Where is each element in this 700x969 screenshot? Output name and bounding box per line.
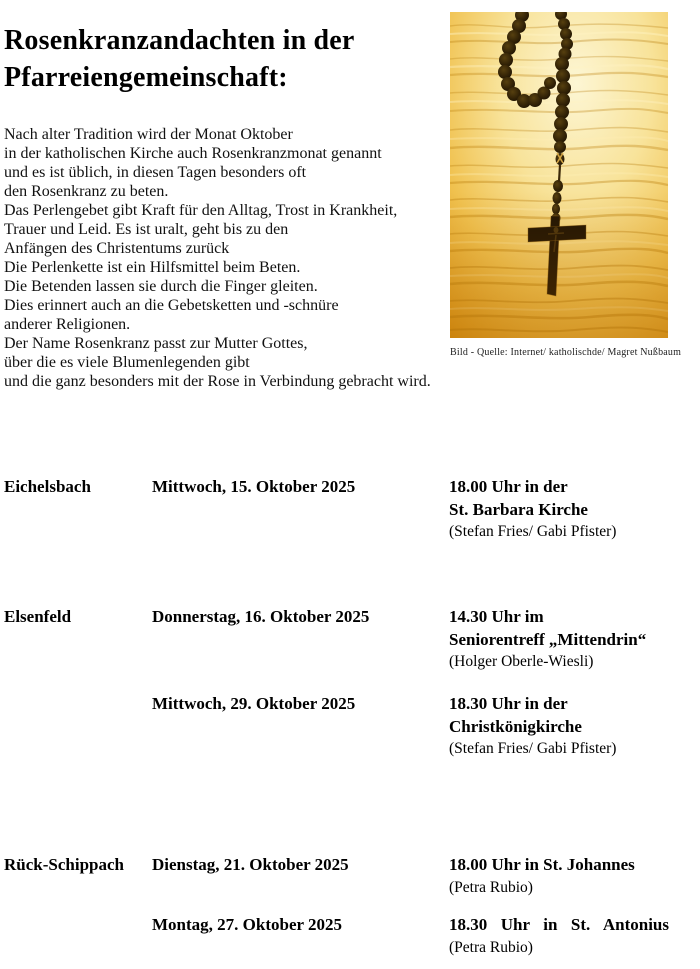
intro-line: und es ist üblich, in diesen Tagen besonders oft	[4, 164, 307, 181]
intro-line: den Rosenkranz zu beten.	[4, 183, 169, 200]
rosary-photo	[450, 12, 668, 338]
leaders-line: (Petra Rubio)	[449, 938, 533, 956]
time-location-block	[449, 476, 669, 544]
location-line: St. Barbara Kirche	[449, 499, 588, 519]
location-line: Seniorentreff „Mittendrin“	[449, 629, 647, 649]
date-label: Donnerstag, 16. Oktober 2025	[152, 607, 370, 626]
photo-caption: Bild - Quelle: Internet/ katholischde/ Magret Nußbaum	[450, 347, 682, 358]
intro-line: Das Perlengebet gibt Kraft für den Alltag, Trost in Krankheit,	[4, 202, 398, 219]
intro-line: Der Name Rosenkranz passt zur Mutter Gottes,	[4, 335, 308, 352]
intro-line: und die ganz besonders mit der Rose in Verbindung gebracht wird.	[4, 373, 431, 390]
rosary-photo-graphic	[450, 12, 668, 338]
time-line: 14.30 Uhr im	[449, 607, 544, 626]
intro-line: Die Betenden lassen sie durch die Finger gleiten.	[4, 278, 318, 295]
time-location-block	[449, 914, 669, 959]
date-label: Montag, 27. Oktober 2025	[152, 915, 342, 934]
leaders-line: (Stefan Fries/ Gabi Pfister)	[449, 523, 617, 540]
schedule-entry-eichelsbach	[4, 476, 669, 544]
intro-line: Die Perlenkette ist ein Hilfsmittel beim Beten.	[4, 259, 301, 276]
time-location-block	[449, 693, 669, 761]
intro-line: über die es viele Blumenlegenden gibt	[4, 354, 250, 371]
schedule-entry-rueck-schippach-1	[4, 854, 669, 899]
title-line-2: Pfarreiengemeinschaft:	[4, 62, 288, 93]
date-label: Mittwoch, 15. Oktober 2025	[152, 477, 356, 496]
photo-vignette	[450, 12, 668, 338]
intro-line: in der katholischen Kirche auch Rosenkranzmonat genannt	[4, 145, 382, 162]
time-line: 18.30 Uhr in St. Antonius	[449, 915, 669, 934]
intro-paragraph	[4, 125, 449, 391]
title-line-1: Rosenkranzandachten in der	[4, 25, 355, 56]
intro-line: Trauer und Leid. Es ist uralt, geht bis zu den	[4, 221, 289, 238]
leaders-line: (Holger Oberle-Wiesli)	[449, 653, 594, 670]
place-label: Rück-Schippach	[4, 855, 124, 874]
schedule-entry-elsenfeld-2	[4, 693, 669, 761]
intro-line: Nach alter Tradition wird der Monat Oktober	[4, 126, 293, 143]
location-line: Christkönigkirche	[449, 716, 582, 736]
page-title	[4, 22, 355, 96]
time-line: 18.00 Uhr in St. Johannes	[449, 855, 635, 874]
time-line: 18.30 Uhr in der	[449, 694, 568, 713]
intro-line: Dies erinnert auch an die Gebetsketten und -schnüre	[4, 297, 339, 314]
leaders-line: (Stefan Fries/ Gabi Pfister)	[449, 740, 617, 757]
leaders-line: (Petra Rubio)	[449, 878, 533, 896]
date-label: Mittwoch, 29. Oktober 2025	[152, 694, 356, 713]
place-label: Elsenfeld	[4, 607, 72, 626]
time-location-block	[449, 606, 669, 674]
date-label: Dienstag, 21. Oktober 2025	[152, 855, 349, 874]
time-location-block	[449, 854, 669, 899]
time-line: 18.00 Uhr in der	[449, 477, 568, 496]
place-label: Eichelsbach	[4, 477, 91, 496]
intro-line: anderer Religionen.	[4, 316, 131, 333]
intro-line: Anfängen des Christentums zurück	[4, 240, 230, 257]
schedule-entry-rueck-schippach-2	[4, 914, 669, 959]
schedule-entry-elsenfeld-1	[4, 606, 669, 674]
